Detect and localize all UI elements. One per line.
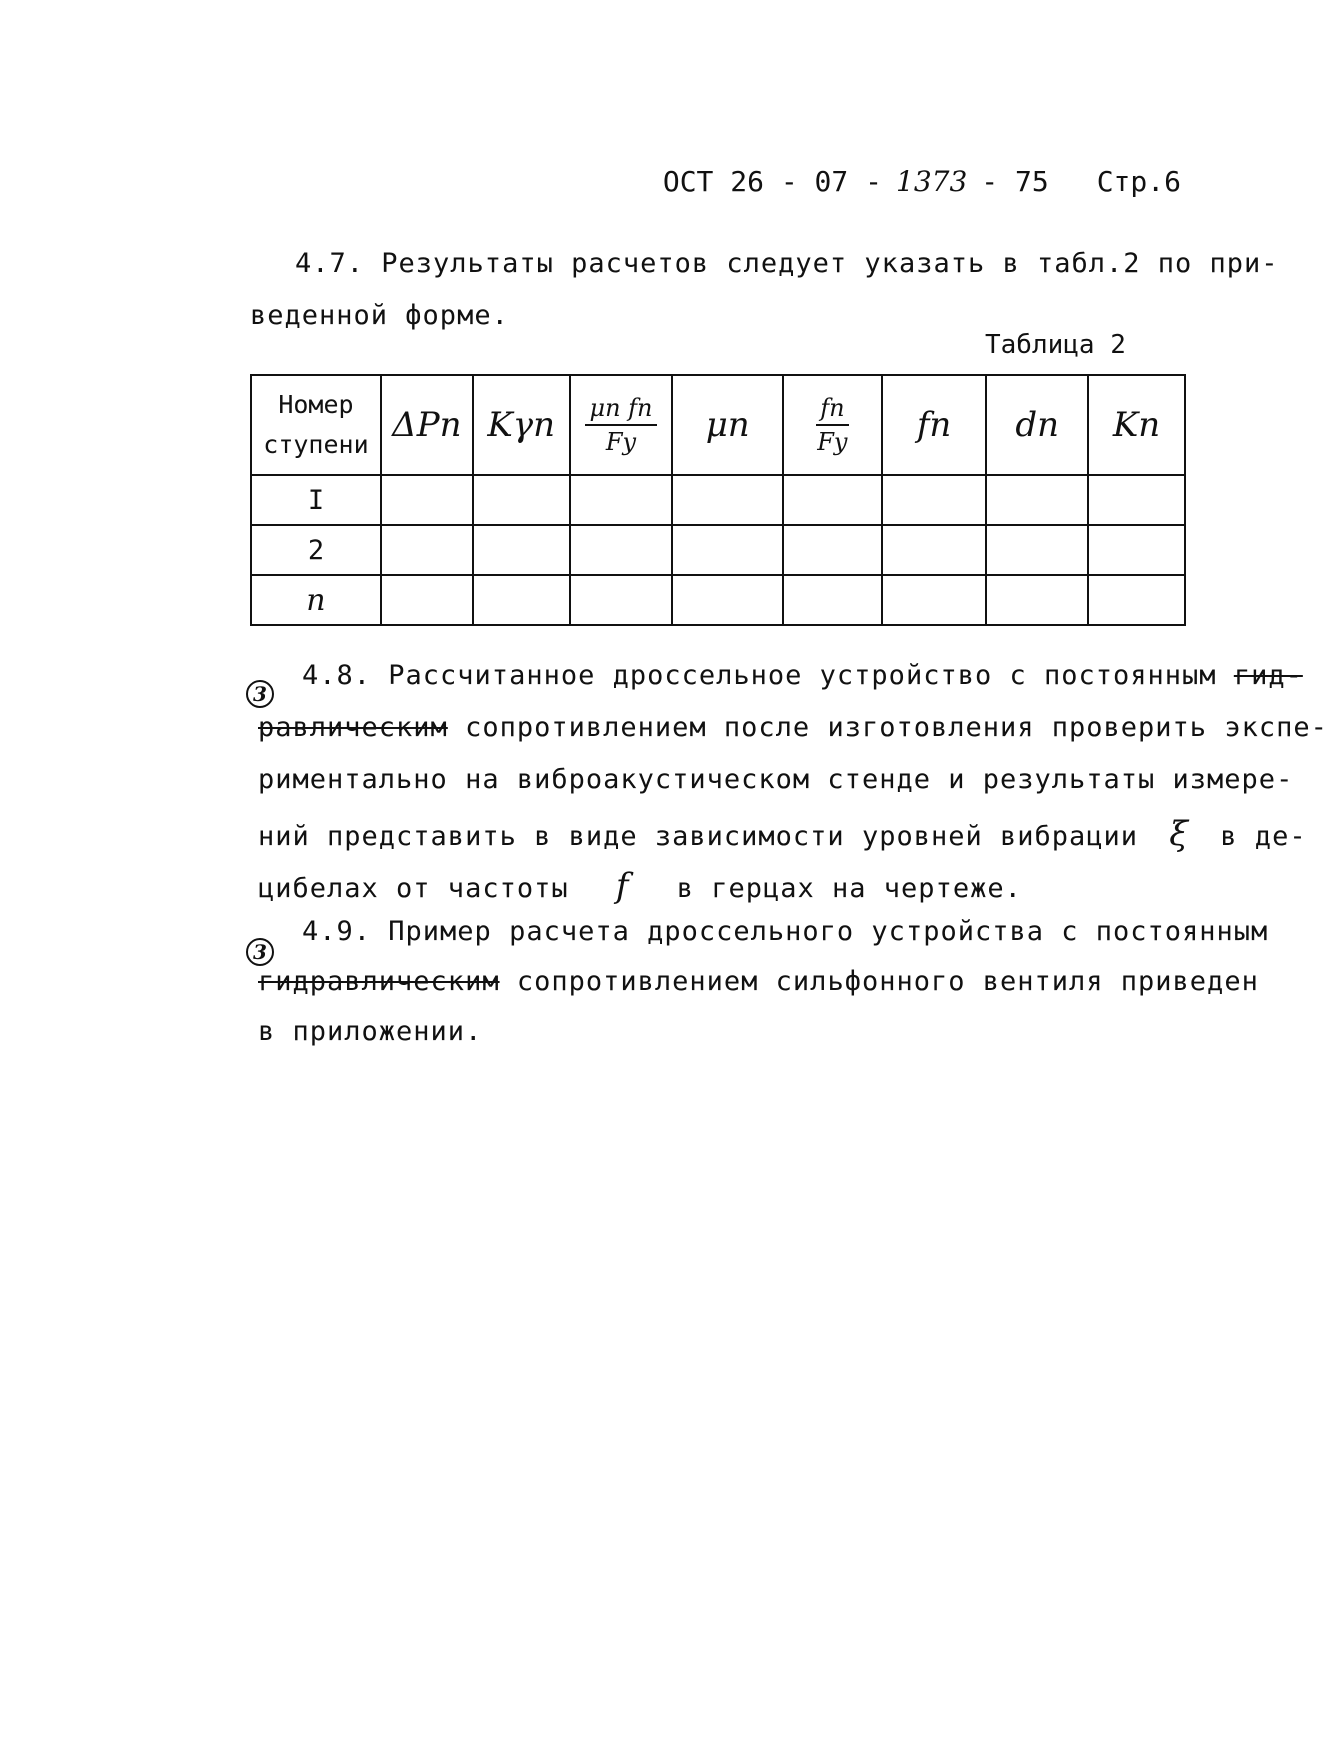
para-4-8-line-2 bbox=[258, 712, 1328, 743]
table-cell bbox=[986, 575, 1088, 625]
header-mu-f-over-fy bbox=[570, 375, 673, 475]
para-4-9-line-2 bbox=[258, 966, 1259, 997]
para-4-8-line-5 bbox=[258, 866, 1022, 906]
mu-symbol: μn bbox=[705, 405, 750, 445]
table-cell bbox=[1088, 525, 1185, 575]
table-cell bbox=[473, 475, 570, 525]
f-symbol: fn bbox=[916, 405, 952, 445]
table-cell bbox=[882, 475, 987, 525]
doc-code-prefix: ОСТ 26 - 07 - bbox=[662, 165, 882, 198]
para-text: сопротивлением после изготовления проверить экспе- bbox=[465, 712, 1328, 743]
doc-code-suffix: - 75 bbox=[981, 165, 1049, 198]
header-label-line-2: ступени bbox=[263, 430, 369, 459]
struck-text: равлическим bbox=[258, 712, 448, 743]
fraction-numerator: μn fn bbox=[585, 394, 656, 426]
para-4-8-line-3: риментально на виброакустическом стенде и результаты измере- bbox=[258, 764, 1294, 795]
table-cell bbox=[672, 575, 783, 625]
header-k-gamma bbox=[473, 375, 570, 475]
table-cell bbox=[882, 575, 987, 625]
table-row bbox=[251, 575, 1185, 625]
document-header bbox=[649, 165, 1181, 198]
para-text: сопротивлением сильфонного вентиля приведен bbox=[516, 966, 1259, 997]
table-cell bbox=[381, 575, 473, 625]
header-mu bbox=[672, 375, 783, 475]
table-cell bbox=[986, 475, 1088, 525]
table-cell bbox=[473, 525, 570, 575]
f-fraction bbox=[816, 394, 848, 456]
table-cell bbox=[473, 575, 570, 625]
para-text: в герцах на чертеже. bbox=[676, 873, 1022, 904]
results-table bbox=[250, 374, 1186, 626]
row-label: 2 bbox=[251, 525, 381, 575]
page-number: Стр.6 bbox=[1096, 165, 1181, 198]
row-label: I bbox=[251, 475, 381, 525]
table-cell bbox=[570, 475, 673, 525]
table-caption: Таблица 2 bbox=[985, 330, 1126, 360]
xi-symbol: ξ bbox=[1169, 814, 1190, 854]
d-symbol: dn bbox=[1015, 405, 1060, 445]
table-cell bbox=[783, 475, 882, 525]
header-delta-p bbox=[381, 375, 473, 475]
para-4-9-line-3: в приложении. bbox=[258, 1016, 483, 1047]
para-text: 4.8. Рассчитанное дроссельное устройство с постоянным bbox=[302, 660, 1217, 691]
struck-text: гидравлическим bbox=[258, 966, 500, 997]
table-cell bbox=[570, 575, 673, 625]
table-cell bbox=[783, 575, 882, 625]
fraction-denominator: Fy bbox=[605, 428, 637, 456]
fraction-denominator: Fy bbox=[817, 428, 848, 456]
table-cell bbox=[672, 525, 783, 575]
header-d bbox=[986, 375, 1088, 475]
header-k bbox=[1088, 375, 1185, 475]
table-cell bbox=[1088, 475, 1185, 525]
para-4-8-line-1 bbox=[302, 660, 1303, 691]
table-header-row bbox=[251, 375, 1185, 475]
para-4-9-line-1: 4.9. Пример расчета дроссельного устройства с постоянным bbox=[302, 916, 1269, 947]
table-cell bbox=[986, 525, 1088, 575]
header-label-line-1: Номер bbox=[278, 390, 354, 419]
revision-mark-icon: 3 bbox=[246, 938, 274, 966]
para-4-7-line-1: 4.7. Результаты расчетов следует указать в табл.2 по при- bbox=[295, 248, 1279, 279]
fraction-numerator: fn bbox=[816, 394, 848, 426]
table-row bbox=[251, 525, 1185, 575]
delta-p-symbol: ΔPn bbox=[392, 405, 462, 445]
header-f-over-fy bbox=[783, 375, 882, 475]
k-symbol: Kn bbox=[1112, 405, 1161, 445]
table-cell bbox=[570, 525, 673, 575]
para-text: ний представить в виде зависимости уровней вибрации bbox=[258, 821, 1139, 852]
row-label: n bbox=[251, 575, 381, 625]
table-row bbox=[251, 475, 1185, 525]
mu-f-fraction bbox=[585, 394, 656, 456]
para-text: в де- bbox=[1220, 821, 1307, 852]
table-cell bbox=[381, 475, 473, 525]
revision-mark-icon: 3 bbox=[246, 680, 274, 708]
k-gamma-symbol: Kγn bbox=[487, 405, 556, 445]
table-cell bbox=[783, 525, 882, 575]
f-symbol-inline: f bbox=[615, 866, 630, 906]
struck-text: гид- bbox=[1233, 660, 1303, 691]
table-cell bbox=[1088, 575, 1185, 625]
para-4-7-line-2: веденной форме. bbox=[250, 300, 509, 331]
para-text: цибелах от частоты bbox=[258, 873, 569, 904]
header-f bbox=[882, 375, 987, 475]
table-cell bbox=[381, 525, 473, 575]
doc-number: 1373 bbox=[896, 165, 968, 198]
table-cell bbox=[672, 475, 783, 525]
para-4-8-line-4 bbox=[258, 814, 1307, 854]
table-cell bbox=[882, 525, 987, 575]
header-stage-number bbox=[251, 375, 381, 475]
